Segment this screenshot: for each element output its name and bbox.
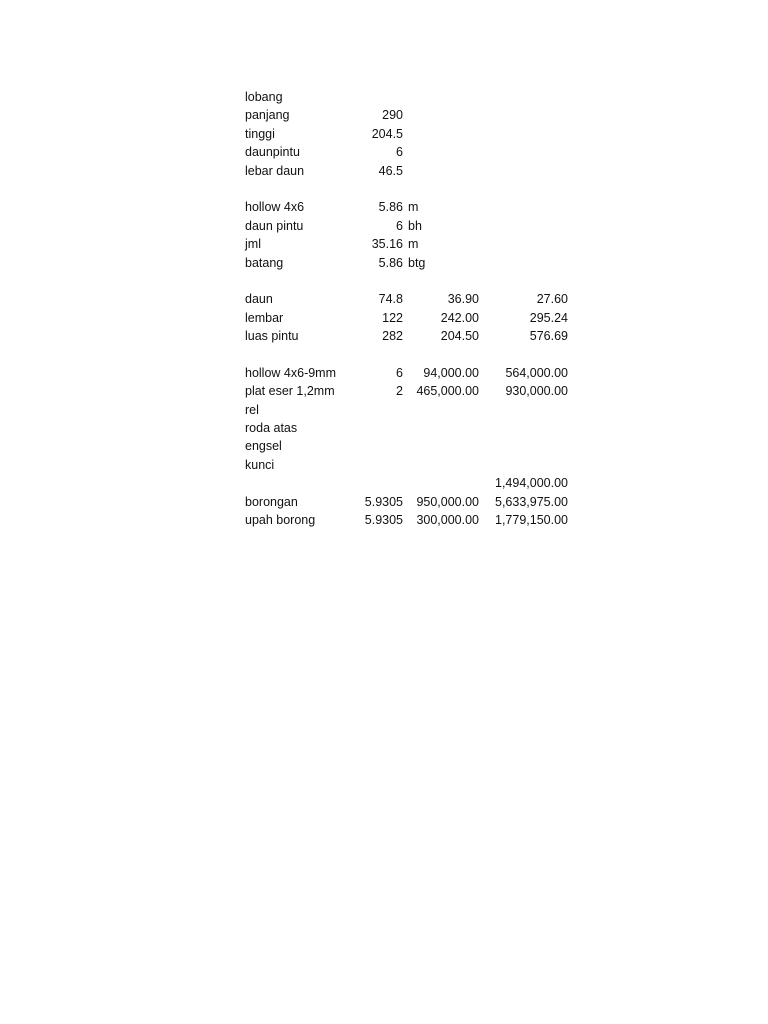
- quantity-value: 282: [382, 329, 403, 344]
- table-row: [245, 364, 575, 382]
- price-value: 950,000.00: [416, 494, 479, 509]
- quantity-value: 122: [382, 310, 403, 325]
- total-value: 930,000.00: [505, 384, 568, 399]
- spreadsheet-page: [245, 88, 575, 529]
- item-label: lebar daun: [245, 163, 305, 178]
- item-label: jml: [245, 237, 261, 252]
- item-label: panjang: [245, 108, 290, 123]
- item-label: lobang: [245, 90, 283, 104]
- item-label: batang: [245, 255, 284, 270]
- item-label: rel: [245, 402, 259, 417]
- item-label: lembar: [245, 310, 284, 325]
- total-value: 1,494,000.00: [495, 476, 568, 491]
- quantity-value: 5.86: [378, 200, 403, 215]
- quantity-value: 204.5: [371, 126, 403, 141]
- total-value: 1,779,150.00: [495, 512, 568, 527]
- total-value: 5,633,975.00: [495, 494, 568, 509]
- quantity-value: 6: [396, 218, 403, 233]
- quantity-value: 35.16: [371, 237, 403, 252]
- quantity-value: 5.9305: [364, 494, 403, 509]
- table-row: [245, 419, 575, 437]
- table-row: [245, 235, 575, 253]
- quantity-value: 6: [396, 365, 403, 380]
- quantity-value: 5.9305: [364, 512, 403, 527]
- unit-label: bh: [408, 218, 422, 233]
- item-label: hollow 4x6-9mm: [245, 365, 337, 380]
- total-value: 27.60: [536, 292, 568, 307]
- table-row: [245, 162, 575, 180]
- price-value: 36.90: [447, 292, 479, 307]
- item-label: borongan: [245, 494, 298, 509]
- price-value: 465,000.00: [416, 384, 479, 399]
- table-row: [245, 345, 575, 363]
- price-value: 300,000.00: [416, 512, 479, 527]
- table-row: [245, 327, 575, 345]
- table-row: [245, 456, 575, 474]
- item-label: roda atas: [245, 421, 298, 436]
- table-row: [245, 474, 575, 492]
- item-label: engsel: [245, 439, 282, 454]
- item-label: hollow 4x6: [245, 200, 305, 215]
- item-label: kunci: [245, 457, 275, 472]
- unit-label: btg: [408, 255, 426, 270]
- price-value: 94,000.00: [423, 365, 479, 380]
- item-label: daun: [245, 292, 273, 307]
- total-value: 295.24: [529, 310, 568, 325]
- quantity-value: 74.8: [378, 292, 403, 307]
- table-row: [245, 511, 575, 529]
- table-row: [245, 217, 575, 235]
- quantity-value: 46.5: [378, 163, 403, 178]
- table-row: [245, 272, 575, 290]
- table-row: [245, 88, 575, 106]
- table-row: [245, 401, 575, 419]
- item-label: plat eser 1,2mm: [245, 384, 335, 399]
- item-label: tinggi: [245, 126, 275, 141]
- table-row: [245, 382, 575, 400]
- total-value: 564,000.00: [505, 365, 568, 380]
- item-label: daunpintu: [245, 145, 300, 160]
- table-row: [245, 290, 575, 308]
- table-row: [245, 254, 575, 272]
- table-row: [245, 198, 575, 216]
- table-row: [245, 309, 575, 327]
- quantity-value: 5.86: [378, 255, 403, 270]
- item-label: daun pintu: [245, 218, 304, 233]
- unit-label: m: [408, 200, 419, 215]
- price-value: 204.50: [440, 329, 479, 344]
- quantity-value: 290: [382, 108, 403, 123]
- quantity-value: 2: [396, 384, 403, 399]
- table-row: [245, 437, 575, 455]
- unit-label: m: [408, 237, 419, 252]
- table-row: [245, 180, 575, 198]
- price-value: 242.00: [440, 310, 479, 325]
- item-label: upah borong: [245, 512, 316, 527]
- quantity-value: 6: [396, 145, 403, 160]
- table-row: [245, 143, 575, 161]
- table-row: [245, 106, 575, 124]
- item-label: luas pintu: [245, 329, 299, 344]
- table-row: [245, 493, 575, 511]
- total-value: 576.69: [529, 329, 568, 344]
- table-row: [245, 125, 575, 143]
